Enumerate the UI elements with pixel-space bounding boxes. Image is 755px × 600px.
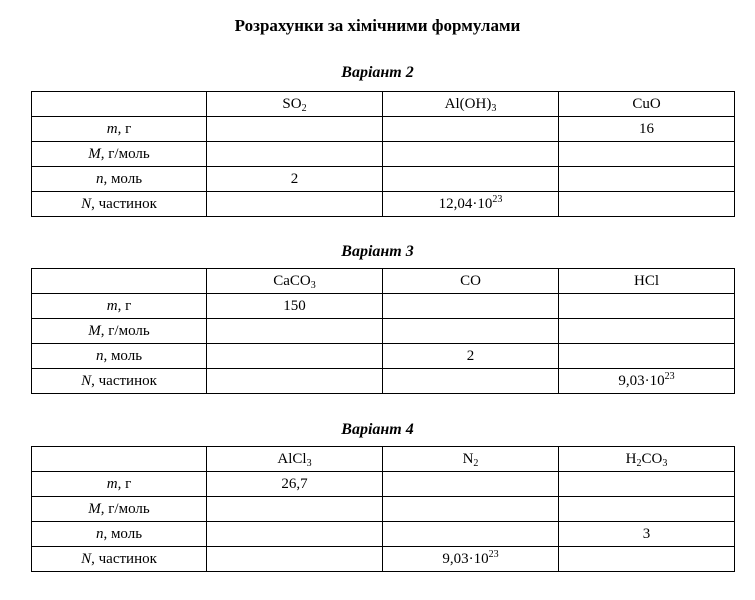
- table-row: [32, 472, 735, 497]
- superscript: 23: [488, 549, 499, 560]
- quantity-unit: , г: [117, 298, 132, 314]
- table-row: [32, 547, 735, 572]
- row-label: [32, 547, 207, 572]
- table-cell: [207, 167, 383, 192]
- text-run: 26,7: [281, 476, 308, 492]
- quantity-symbol: n: [95, 171, 104, 187]
- text-run: CuO: [632, 96, 661, 112]
- quantity-unit: , моль: [103, 348, 143, 364]
- table-cell: [383, 369, 559, 394]
- superscript: 23: [664, 371, 675, 382]
- subscript: 2: [636, 458, 642, 469]
- quantity-symbol: M: [88, 501, 101, 517]
- table-cell: [559, 167, 735, 192]
- text-run: 9,03·10: [618, 373, 665, 389]
- text-run: CaCO: [273, 273, 311, 289]
- table-cell: [559, 319, 735, 344]
- table-cell: [207, 294, 383, 319]
- header-corner-cell: [32, 269, 207, 294]
- table-cell: [559, 547, 735, 572]
- table-row: [32, 369, 735, 394]
- superscript: 23: [492, 194, 503, 205]
- table-cell: [207, 117, 383, 142]
- quantity-unit: , частинок: [91, 373, 157, 389]
- variant-heading: Варіант 2: [341, 64, 414, 81]
- table-row: [32, 117, 735, 142]
- quantity-symbol: N: [81, 551, 92, 567]
- variant-table: [31, 91, 735, 217]
- table-cell: [383, 117, 559, 142]
- table-cell: [559, 192, 735, 217]
- text-run: 16: [639, 121, 654, 137]
- table-cell: [383, 167, 559, 192]
- quantity-symbol: m: [106, 476, 118, 492]
- quantity-symbol: n: [95, 526, 104, 542]
- text-run: 2: [290, 171, 299, 187]
- text-run: CO: [460, 273, 481, 289]
- column-header-formula: [383, 447, 559, 472]
- table-row: [32, 319, 735, 344]
- table-cell: [383, 497, 559, 522]
- table-row: [32, 192, 735, 217]
- column-header-formula: [207, 92, 383, 117]
- text-run: AlCl: [277, 451, 307, 467]
- quantity-unit: , г/моль: [100, 323, 150, 339]
- table-cell: [383, 522, 559, 547]
- quantity-symbol: m: [106, 298, 118, 314]
- table-cell: [207, 319, 383, 344]
- variant-table: [31, 268, 735, 394]
- table-cell: [207, 547, 383, 572]
- column-header-formula: [383, 92, 559, 117]
- text-run: CO: [641, 451, 663, 467]
- table-row: [32, 167, 735, 192]
- table-cell: [383, 294, 559, 319]
- row-label: [32, 344, 207, 369]
- row-label: [32, 497, 207, 522]
- table-cell: [207, 472, 383, 497]
- column-header-formula: [559, 447, 735, 472]
- row-label: [32, 369, 207, 394]
- table-cell: [207, 344, 383, 369]
- table-row: [32, 344, 735, 369]
- row-label: [32, 472, 207, 497]
- variant-heading: Варіант 3: [341, 243, 414, 260]
- quantity-unit: , частинок: [91, 551, 157, 567]
- quantity-symbol: N: [81, 196, 92, 212]
- table-cell: [559, 497, 735, 522]
- table-cell: [383, 319, 559, 344]
- row-label: [32, 167, 207, 192]
- quantity-symbol: N: [81, 373, 92, 389]
- table-cell: [207, 192, 383, 217]
- table-header-row: [32, 92, 735, 117]
- table-cell: [559, 344, 735, 369]
- quantity-unit: , г/моль: [100, 501, 150, 517]
- table-header-row: [32, 269, 735, 294]
- text-run: 9,03·10: [442, 551, 489, 567]
- quantity-unit: , частинок: [91, 196, 157, 212]
- table-cell: [559, 522, 735, 547]
- quantity-symbol: M: [88, 146, 101, 162]
- column-header-formula: [207, 269, 383, 294]
- table-cell: [383, 192, 559, 217]
- table-cell: [559, 142, 735, 167]
- table-cell: [383, 142, 559, 167]
- header-corner-cell: [32, 447, 207, 472]
- row-label: [32, 192, 207, 217]
- column-header-formula: [559, 92, 735, 117]
- quantity-unit: , моль: [103, 526, 143, 542]
- quantity-unit: , г: [117, 476, 132, 492]
- row-label: [32, 117, 207, 142]
- table-cell: [383, 344, 559, 369]
- variant-table: [31, 446, 735, 572]
- header-corner-cell: [32, 92, 207, 117]
- table-cell: [207, 522, 383, 547]
- table-cell: [207, 369, 383, 394]
- quantity-unit: , г: [117, 121, 132, 137]
- text-run: 2: [466, 348, 475, 364]
- row-label: [32, 294, 207, 319]
- text-run: 3: [642, 526, 651, 542]
- table-cell: [559, 294, 735, 319]
- text-run: SO: [282, 96, 302, 112]
- quantity-symbol: m: [106, 121, 118, 137]
- quantity-symbol: M: [88, 323, 101, 339]
- subscript: 2: [301, 103, 307, 114]
- quantity-unit: , моль: [103, 171, 143, 187]
- table-row: [32, 294, 735, 319]
- column-header-formula: [207, 447, 383, 472]
- quantity-symbol: n: [95, 348, 104, 364]
- table-cell: [207, 497, 383, 522]
- text-run: H: [625, 451, 637, 467]
- variant-heading: Варіант 4: [341, 421, 414, 438]
- table-header-row: [32, 447, 735, 472]
- table-cell: [383, 547, 559, 572]
- text-run: 150: [283, 298, 306, 314]
- table-row: [32, 522, 735, 547]
- subscript: 3: [662, 458, 668, 469]
- quantity-unit: , г/моль: [100, 146, 150, 162]
- text-run: Al(OH): [444, 96, 492, 112]
- text-run: N: [462, 451, 474, 467]
- text-run: HCl: [633, 273, 659, 289]
- subscript: 3: [491, 103, 497, 114]
- table-cell: [207, 142, 383, 167]
- row-label: [32, 522, 207, 547]
- table-cell: [559, 369, 735, 394]
- row-label: [32, 142, 207, 167]
- table-cell: [559, 117, 735, 142]
- subscript: 3: [306, 458, 312, 469]
- row-label: [32, 319, 207, 344]
- table-cell: [559, 472, 735, 497]
- subscript: 2: [473, 458, 479, 469]
- table-row: [32, 497, 735, 522]
- column-header-formula: [559, 269, 735, 294]
- column-header-formula: [383, 269, 559, 294]
- table-cell: [383, 472, 559, 497]
- table-row: [32, 142, 735, 167]
- subscript: 3: [310, 280, 316, 291]
- page-title: Розрахунки за хімічними формулами: [234, 16, 521, 35]
- text-run: 12,04·10: [438, 196, 493, 212]
